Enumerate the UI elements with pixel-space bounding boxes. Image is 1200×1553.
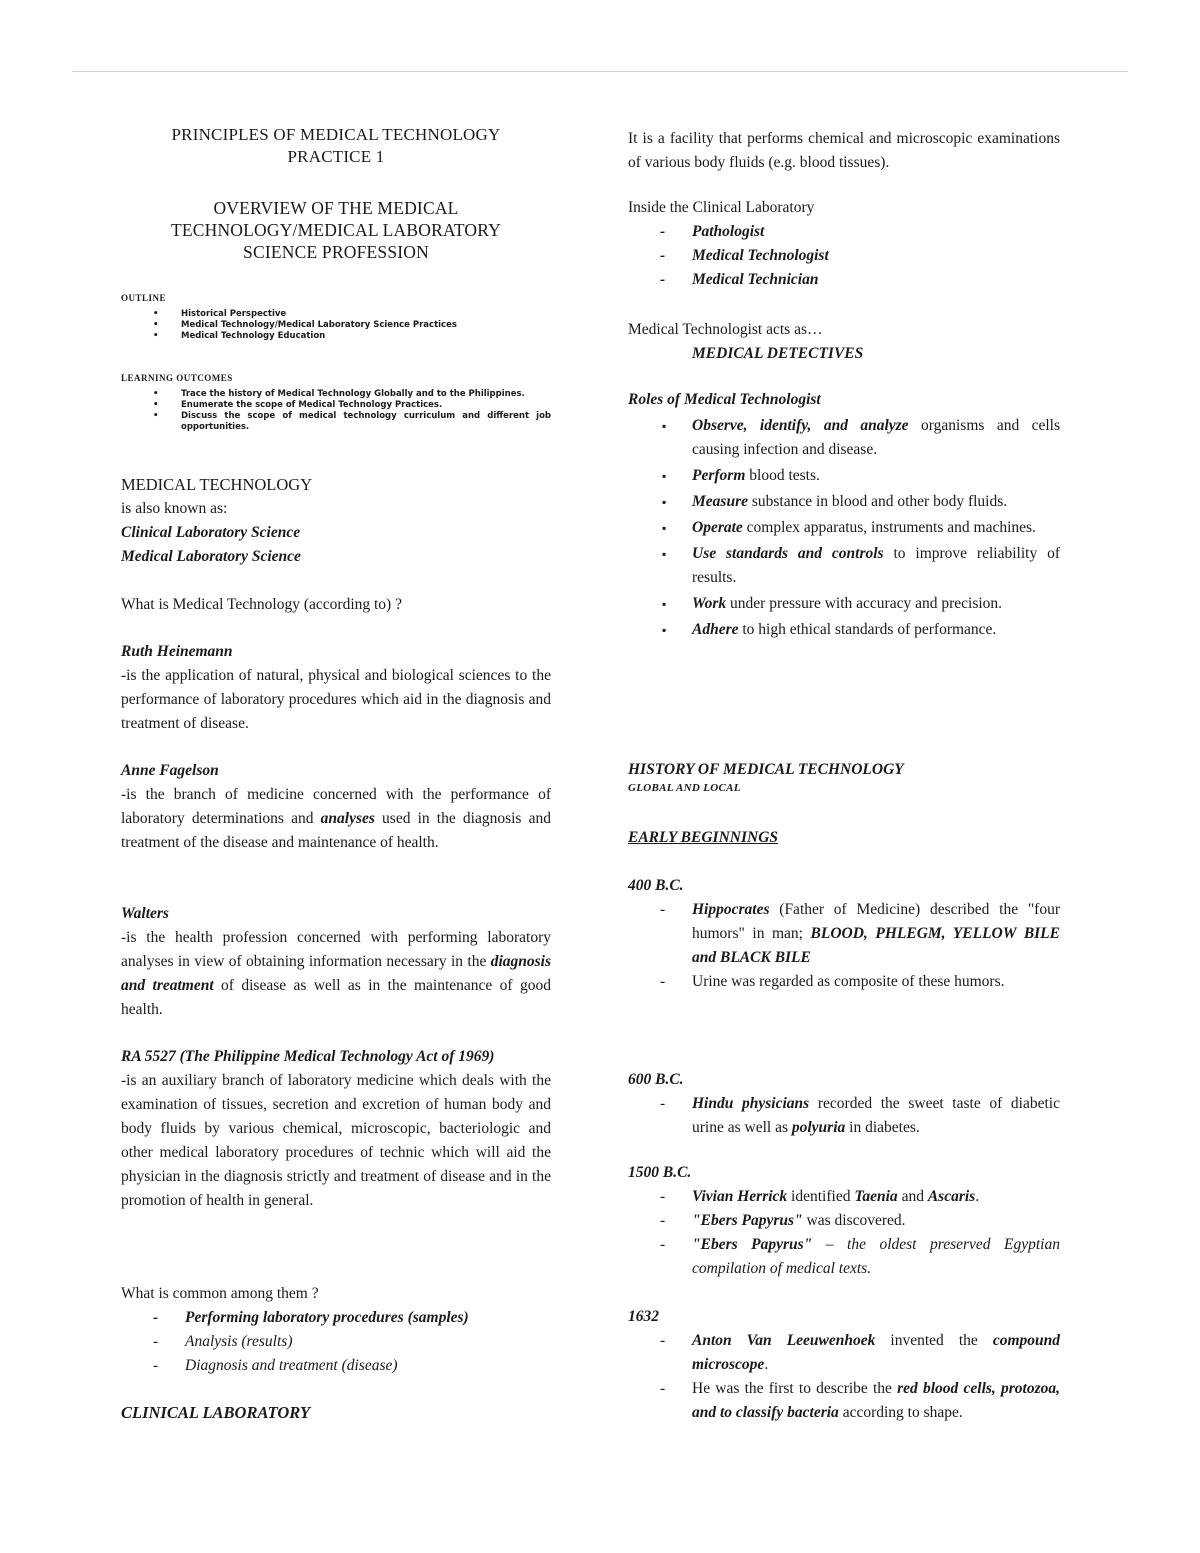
- list-item: [628, 898, 1060, 970]
- list-item: - Medical Technologist: [628, 244, 1060, 268]
- clinical-lab-staff: [628, 220, 1060, 292]
- history-heading: HISTORY OF MEDICAL TECHNOLOGY: [628, 761, 904, 778]
- definition-ra5527: [121, 1045, 551, 1213]
- common-list: [121, 1306, 551, 1378]
- year-1632: 1632: [628, 1308, 659, 1325]
- role-text: under pressure with accuracy and precision.: [726, 595, 1003, 612]
- acts-as: Medical Technologist acts as…: [628, 321, 823, 338]
- event-text: He was the first to describe the: [692, 1380, 898, 1397]
- definition-text: [121, 926, 551, 1022]
- list-item: • Historical Perspective: [121, 309, 551, 320]
- list-item: [628, 516, 1060, 540]
- role-text: complex apparatus, instruments and machines.: [742, 519, 1036, 536]
- clinical-lab-inside: Inside the Clinical Laboratory: [628, 199, 815, 216]
- list-item: - Performing laboratory procedures (samples): [121, 1306, 551, 1330]
- definition-author: Anne Fagelson: [121, 762, 219, 779]
- medtech-alias-2: Medical Laboratory Science: [121, 548, 301, 565]
- definition-author: Ruth Heinemann: [121, 643, 233, 660]
- medtech-section: [121, 473, 551, 569]
- year-600bc: 600 B.C.: [628, 1071, 684, 1088]
- role-text: blood tests.: [745, 467, 820, 484]
- list-1632: [628, 1329, 1060, 1425]
- event-text: (Father of Medicine) described the "four humors" in man;: [692, 901, 1060, 942]
- clinical-lab-text: It is a facility that performs chemical and microscopic examinations of various body fluids (e.g. blood tissues).: [628, 130, 1060, 171]
- event-text: and: [897, 1188, 928, 1205]
- list-item: • Medical Technology/Medical Laboratory Science Practices: [121, 320, 551, 331]
- event-emphasis: compound microscope: [692, 1332, 1060, 1373]
- medtech-question: What is Medical Technology (according to) ?: [121, 596, 402, 613]
- list-item: [628, 1233, 1060, 1281]
- document-subtitle: [121, 197, 551, 263]
- event-text: invented the: [875, 1332, 993, 1349]
- event-text: in diabetes.: [845, 1119, 920, 1136]
- definition-text: -is an auxiliary branch of laboratory medicine which deals with the examination of tissues, secretion and excretion of human body and body fluids by various chemical, microscopic, bacteriologic and other medical laboratory procedures of technic which will aid the physician in the diagnosis strictly and treatment of disease and in the promotion of health in general.: [121, 1072, 551, 1209]
- list-600bc: [628, 1092, 1060, 1140]
- role-lead: Work: [692, 595, 727, 612]
- person-name: Hippocrates: [692, 901, 770, 918]
- definition-text-part: used in the diagnosis and treatment of the disease and maintenance of health.: [121, 810, 551, 851]
- definition-author: Walters: [121, 905, 169, 922]
- document-title: [121, 124, 551, 168]
- event-text: .: [764, 1356, 769, 1373]
- list-item: • Discuss the scope of medical technology curriculum and different job opportunities.: [121, 411, 551, 433]
- year-1500bc: 1500 B.C.: [628, 1164, 692, 1181]
- list-400bc: [628, 898, 1060, 994]
- role-lead: Adhere: [692, 621, 739, 638]
- list-item: [628, 490, 1060, 514]
- list-item: [628, 1209, 1060, 1233]
- roles-heading: Roles of Medical Technologist: [628, 391, 821, 408]
- role-text: to improve reliability of results.: [692, 545, 1060, 586]
- event-emphasis: Ascaris: [927, 1188, 976, 1205]
- history-subheading: GLOBAL AND LOCAL: [628, 782, 741, 794]
- list-item: - Analysis (results): [121, 1330, 551, 1354]
- definition-emphasis: analyses: [320, 810, 375, 827]
- event-text: – the oldest preserved Egyptian compilation of medical texts.: [692, 1236, 1060, 1277]
- event-emphasis: polyuria: [791, 1119, 846, 1136]
- definition-fagelson: [121, 759, 551, 855]
- subtitle-line-2: TECHNOLOGY/MEDICAL LABORATORY: [170, 220, 502, 240]
- outline-list: [121, 309, 551, 342]
- outline-heading: OUTLINE: [121, 293, 167, 303]
- role-lead: Measure: [692, 493, 748, 510]
- list-item: [628, 1092, 1060, 1140]
- definition-emphasis: diagnosis and treatment: [121, 953, 551, 994]
- role-lead: Operate: [692, 519, 743, 536]
- list-item: [628, 414, 1060, 462]
- list-item: • Enumerate the scope of Medical Technology Practices.: [121, 400, 551, 411]
- definition-text-part: -is the health profession concerned with performing laboratory analyses in view of obtaining information necessary in the: [121, 929, 551, 970]
- definition-text-part: of disease as well as in the maintenance of good health.: [121, 977, 551, 1018]
- early-beginnings-heading: EARLY BEGINNINGS: [628, 829, 779, 846]
- event-text: was discovered.: [802, 1212, 906, 1229]
- event-text: according to shape.: [838, 1404, 963, 1421]
- role-lead: Use standards and controls: [692, 545, 884, 562]
- event-emphasis: BLOOD, PHLEGM, YELLOW BILE and BLACK BILE: [692, 925, 1060, 966]
- list-1500bc: [628, 1185, 1060, 1281]
- definition-walters: [121, 902, 551, 1022]
- definition-text: -is the application of natural, physical and biological sciences to the performance of laboratory procedures which aid in the diagnosis and treatment of disease.: [121, 667, 551, 732]
- role-text: organisms and cells causing infection and disease.: [692, 417, 1060, 458]
- event-emphasis: "Ebers Papyrus": [692, 1212, 803, 1229]
- subtitle-line-1: OVERVIEW OF THE MEDICAL: [213, 198, 459, 218]
- list-item: - Medical Technician: [628, 268, 1060, 292]
- event-text: identified: [787, 1188, 855, 1205]
- list-item: [628, 542, 1060, 590]
- definition-heinemann: [121, 640, 551, 736]
- roles-list: [628, 414, 1060, 642]
- subtitle-line-3: SCIENCE PROFESSION: [243, 242, 429, 262]
- outcomes-heading: LEARNING OUTCOMES: [121, 373, 233, 383]
- event-text: recorded the sweet taste of diabetic urine as well as: [692, 1095, 1060, 1136]
- list-item: [628, 592, 1060, 616]
- list-item: - Urine was regarded as composite of these humors.: [628, 970, 1060, 994]
- person-name: Anton Van Leeuwenhoek: [692, 1332, 876, 1349]
- title-line-2: PRACTICE 1: [287, 147, 385, 166]
- top-divider: [72, 71, 1128, 72]
- role-text: substance in blood and other body fluids.: [747, 493, 1008, 510]
- common-question: What is common among them ?: [121, 1285, 319, 1302]
- event-emphasis: red blood cells, protozoa, and to classify bacteria: [692, 1380, 1060, 1421]
- definition-text: [121, 783, 551, 855]
- list-item: • Medical Technology Education: [121, 331, 551, 342]
- person-name: Hindu physicians: [692, 1095, 810, 1112]
- list-item: [628, 1329, 1060, 1377]
- year-400bc: 400 B.C.: [628, 877, 684, 894]
- role-lead: Observe, identify, and analyze: [692, 417, 909, 434]
- list-item: [628, 464, 1060, 488]
- role-text: to high ethical standards of performance.: [738, 621, 997, 638]
- medical-detectives: MEDICAL DETECTIVES: [692, 345, 864, 362]
- outcomes-list: [121, 389, 551, 433]
- medtech-heading: MEDICAL TECHNOLOGY: [121, 475, 313, 494]
- event-emphasis: "Ebers Papyrus": [692, 1236, 813, 1253]
- list-item: - Diagnosis and treatment (disease): [121, 1354, 551, 1378]
- role-lead: Perform: [692, 467, 746, 484]
- list-item: [628, 1185, 1060, 1209]
- list-item: • Trace the history of Medical Technology Globally and to the Philippines.: [121, 389, 551, 400]
- clinical-lab-heading: CLINICAL LABORATORY: [121, 1403, 311, 1422]
- medtech-alias-1: Clinical Laboratory Science: [121, 524, 301, 541]
- list-item: [628, 1377, 1060, 1425]
- definition-author: RA 5527 (The Philippine Medical Technology Act of 1969): [121, 1048, 495, 1065]
- person-name: Vivian Herrick: [692, 1188, 788, 1205]
- title-line-1: PRINCIPLES OF MEDICAL TECHNOLOGY: [171, 125, 501, 144]
- definition-text-part: -is the branch of medicine concerned with the performance of laboratory determinations and: [121, 786, 551, 827]
- medtech-aka: is also known as:: [121, 500, 228, 517]
- event-text: .: [975, 1188, 980, 1205]
- event-emphasis: Taenia: [854, 1188, 898, 1205]
- list-item: - Pathologist: [628, 220, 1060, 244]
- list-item: [628, 618, 1060, 642]
